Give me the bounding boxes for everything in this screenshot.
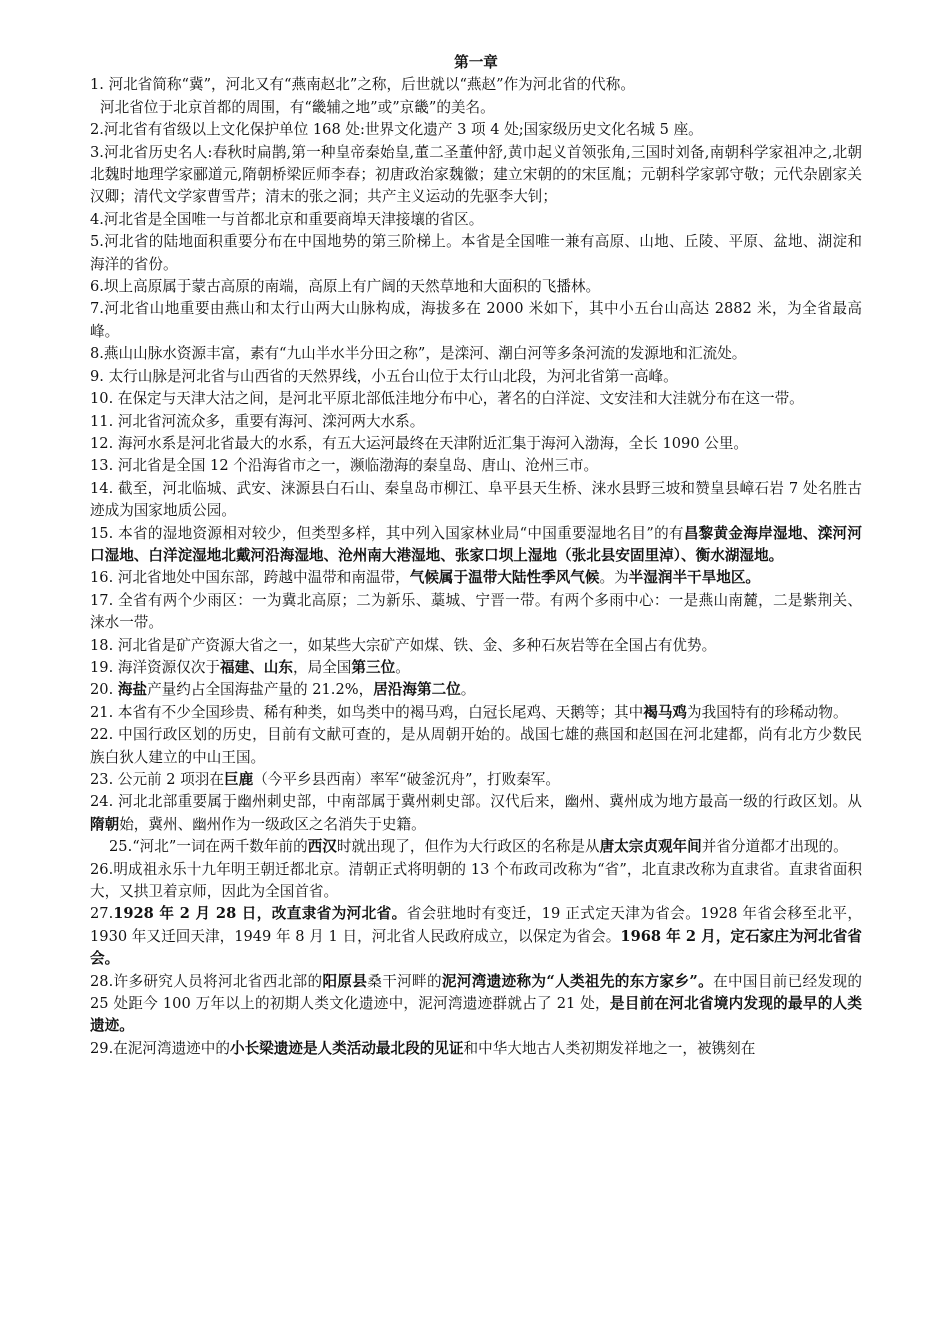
text: 始，冀州、幽州作为一级政区之名消失于史籍。	[119, 815, 426, 833]
bold-text: 是目前在河北省境内发现的最早的人类遗迹。	[90, 995, 862, 1035]
text: 时就出现了，但作为大行政区的名称是从	[336, 838, 600, 856]
paragraph	[90, 679, 862, 701]
bold-text: 半湿润半干旱地区。	[628, 569, 761, 587]
paragraph	[90, 411, 862, 433]
paragraph	[90, 769, 862, 791]
text: 7.河北省山地重要由燕山和太行山两大山脉构成，海拔多在 2000 米如下，其中小五台山高达 2882 米，为全省最高峰。	[90, 300, 862, 340]
text: 10. 在保定与天津大沽之间，是河北平原北部低洼地分布中心，著名的白洋淀、文安洼和大洼就分布在这一带。	[90, 390, 804, 408]
paragraph	[90, 523, 862, 568]
bold-text: 小长梁遗迹是人类活动最北段的见证	[229, 1039, 464, 1057]
paragraph	[90, 276, 862, 298]
text: 20.	[90, 681, 118, 699]
text: 19. 海洋资源仅次于	[90, 658, 221, 676]
text: 25.“河北”一词在两千数年前的	[109, 838, 308, 856]
paragraph	[90, 791, 862, 836]
bold-text: 1968 年 2 月，定石家庄为河北省省会。	[90, 927, 863, 968]
text: 16. 河北省地处中国东部，跨越中温带和南温带，	[90, 569, 410, 587]
paragraph	[90, 388, 862, 410]
paragraph	[90, 455, 862, 477]
bold-text: 阳原县	[322, 972, 368, 990]
text: （今平乡县西南）率军“破釜沉舟”，打败秦军。	[253, 771, 560, 788]
bold-text: 1928 年 2 月 28 日，改直隶省为河北省。	[113, 905, 407, 923]
text: ，局全国	[293, 658, 352, 676]
bold-text: 气候属于温带大陆性季风气候	[409, 569, 600, 587]
bold-text: 唐太宗贞观年间	[599, 838, 702, 856]
paragraph	[90, 343, 862, 365]
bold-text: 褐马鸡	[643, 703, 688, 721]
text: 并省分道都才出现的。	[701, 838, 848, 856]
text: 17. 全省有两个少雨区：一为冀北高原；二为新乐、藁城、宁晋一带。有两个多雨中心：一是燕山南麓，二是紫荆关、涞水一带。	[90, 591, 862, 632]
item-list	[90, 74, 862, 1060]
paragraph	[90, 366, 862, 388]
paragraph	[90, 97, 862, 119]
text: 1. 河北省简称“冀”，河北又有“燕南赵北”之称，后世就以“燕赵”作为河北省的代称。	[90, 76, 635, 94]
text: 23. 公元前 2 项羽在	[90, 771, 224, 788]
text: 14. 截至，河北临城、武安、涞源县白石山、秦皇岛市柳江、阜平县天生桥、涞水县野三坡和赞皇县嶂石岩 7 处名胜古迹成为国家地质公园。	[90, 479, 862, 520]
paragraph	[90, 590, 862, 635]
bold-text: 昌黎黄金海岸湿地、滦河河口湿地、白洋淀湿地北戴河沿海湿地、沧州南大港湿地、张家口坝上湿地（张北县安固里淖）、衡水湖湿地。	[90, 524, 862, 564]
text: 桑干河畔的	[367, 972, 442, 990]
paragraph	[90, 971, 862, 1038]
text: 在中国目前已经发现的 25 处距今 100 万年以上的初期人类文化遗迹中，泥河湾遗迹群就占了 21 处，	[90, 972, 862, 1013]
paragraph	[90, 635, 862, 657]
text: 27.	[90, 905, 114, 923]
text: 8.燕山山脉水资源丰富，素有“九山半水半分田之称”，是滦河、潮白河等多条河流的发源地和汇流处。	[90, 345, 747, 363]
text: 。	[395, 658, 410, 676]
text: 11. 河北省河流众多，重要有海河、滦河两大水系。	[90, 412, 425, 430]
paragraph	[90, 119, 862, 141]
bold-text: 巨鹿	[223, 771, 254, 788]
text: 2.河北省有省级以上文化保护单位 168 处:世界文化遗产 3 项 4 处;国家级历史文化名城 5 座。	[90, 121, 703, 139]
bold-text: 海盐	[117, 681, 148, 699]
text: 和中华大地古人类初期发祥地之一，被镌刻在	[463, 1039, 756, 1057]
paragraph	[90, 1038, 862, 1060]
text: 。	[460, 681, 476, 699]
paragraph	[90, 142, 862, 209]
text: 15. 本省的湿地资源相对较少，但类型多样，其中列入国家林业局“中国重要湿地名目”的有	[90, 524, 684, 542]
text: 22. 中国行政区划的历史，目前有文献可查的，是从周朝开始的。战国七雄的燕国和赵国在河北建都，尚有北方少数民族白狄人建立的中山王国。	[90, 726, 862, 766]
text: 28.许多研究人员将河北省西北部的	[90, 972, 323, 990]
text: 省会驻地时有变迁，19 正式定天津为省会。1928 年省会移至北平，1930 年又迁回天津，1949 年 8 月 1 日，河北省人民政府成立，以保定为省会。	[90, 905, 862, 945]
text: 产量约占全国海盐产量的 21.2%，	[147, 681, 374, 699]
bold-text: 福建、山东	[220, 658, 293, 676]
text: 6.坝上高原属于蒙古高原的南端，高原上有广阔的天然草地和大面积的飞播林。	[90, 278, 601, 296]
chapter-title: 第一章	[454, 54, 498, 71]
text: 29.在泥河湾遗迹中的	[90, 1039, 230, 1057]
text: 5.河北省的陆地面积重要分布在中国地势的第三阶梯上。本省是全国唯一兼有高原、山地、丘陵、平原、盆地、湖淀和海洋的省份。	[90, 233, 862, 273]
paragraph	[90, 298, 862, 343]
paragraph	[90, 859, 862, 904]
paragraph	[90, 567, 862, 589]
text: 18. 河北省是矿产资源大省之一，如某些大宗矿产如煤、铁、金、多种石灰岩等在全国占有优势。	[90, 636, 717, 654]
paragraph	[90, 836, 862, 858]
paragraph	[90, 478, 862, 523]
paragraph	[90, 231, 862, 276]
paragraph	[90, 433, 862, 455]
text: 13. 河北省是全国 12 个沿海省市之一，濒临渤海的秦皇岛、唐山、沧州三市。	[90, 457, 599, 475]
text: 21. 本省有不少全国珍贵、稀有种类，如鸟类中的褐马鸡，白冠长尾鸡、天鹅等；其中	[90, 703, 644, 721]
paragraph	[90, 657, 862, 679]
bold-text: 西汉	[307, 838, 337, 856]
text: 河北省位于北京首都的周围，有“畿辅之地”或”京畿”的美名。	[100, 98, 495, 116]
bold-text: 隋朝	[90, 815, 120, 833]
paragraph	[90, 209, 862, 231]
text: 3.河北省历史名人:春秋时扁鹊,第一种皇帝秦始皇,董二圣董仲舒,黄巾起义首领张角,三国时刘备,南朝科学家祖冲之,北朝北魏时地理学家郦道元,隋朝桥梁匠师李春；初唐政治家魏徽；建立宋朝的的宋匡胤；元朝科学家郭守敬；元代杂剧家关汉卿；清代文学家曹雪芹；清末的张之洞；共产主义运动的先驱李大钊；	[90, 143, 862, 206]
text: 为我国特有的珍稀动物。	[687, 703, 848, 721]
bold-text: 泥河湾遗迹称为“人类祖先的东方家乡”。	[441, 972, 714, 990]
text: 9. 太行山脉是河北省与山西省的天然界线，小五台山位于太行山北段，为河北省第一高峰。	[90, 367, 678, 385]
bold-text: 居沿海第二位	[373, 681, 461, 699]
text: 4.河北省是全国唯一与首都北京和重要商埠天津接壤的省区。	[90, 210, 484, 228]
document-page	[90, 52, 862, 1060]
paragraph	[90, 702, 862, 724]
text: 26.明成祖永乐十九年明王朝迁都北京。清朝正式将明朝的 13 个布政司改称为“省”，北直隶改称为直隶省。直隶省面积大，又拱卫着京师，因此为全国首省。	[90, 860, 862, 901]
text: 12. 海河水系是河北省最大的水系，有五大运河最终在天津附近汇集于海河入渤海，全长 1090 公里。	[90, 434, 749, 452]
paragraph	[90, 74, 862, 96]
bold-text: 第三位	[351, 658, 396, 676]
paragraph	[90, 903, 862, 970]
text: 。为	[599, 569, 629, 587]
paragraph	[90, 724, 862, 769]
text: 24. 河北北部重要属于幽州刺史部，中南部属于冀州刺史部。汉代后来，幽州、冀州成为地方最高一级的行政区划。从	[90, 793, 862, 811]
